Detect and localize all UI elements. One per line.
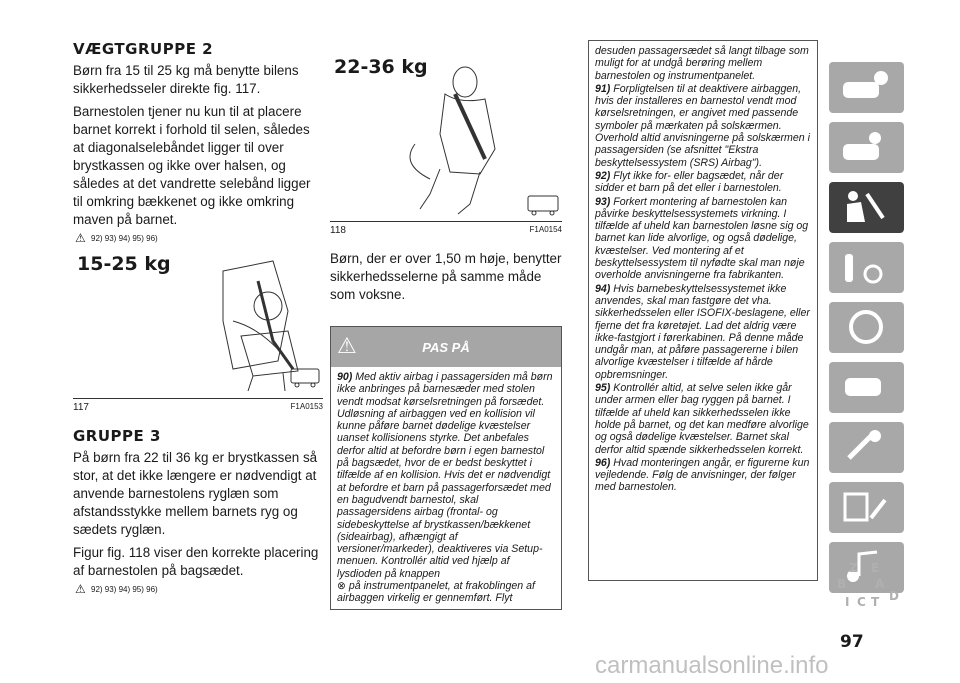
tab-index[interactable] <box>829 560 904 615</box>
warning-text: Flyt ikke for- eller bagsædet, når der sidder et barn på det eller i barnestolen. <box>595 169 784 195</box>
warning-header <box>331 327 561 367</box>
column-3 <box>588 40 818 581</box>
figure-weight-label: 15-25 kg <box>77 253 171 275</box>
warning-body <box>331 367 561 609</box>
warning-number: 95) <box>595 382 611 395</box>
warning-text: Kontrollér altid, at selve selen ikke går under armen eller bag ryggen på barnet. I tilfælde af uheld kan sikkerhedsselen ikke holde på barnet, og det kan medføre alvorlige og også dødelige kvæstelser. Barnet skal derfor altid spænde sikkerhedsselen korrekt. <box>595 382 809 456</box>
tab-emergency[interactable] <box>829 362 904 413</box>
tab-starting[interactable] <box>829 242 904 293</box>
figure-caption <box>330 225 562 236</box>
warning-text: Med aktiv airbag i passagersiden må børn ikke anbringes på barnesæder med stolen vendt modsat kørselsretningen på forsædet. Udløsning af airbaggen ved en kollision vil kunne påføre barnet dødelige kvæstelser uanset kollisionens styrke. Det anbefales derfor altid at befordre børn i egen barnestol på bagsædet, hvor de er bedst beskyttet i tilfælde af en kollision. Hvis det er nødvendigt at befordre et barn på passagerforsædet med en bagudvendt barnestol, skal passagersidens airbag (frontal- og sidebeskyttelse af brystkassen/bækkenet (sideairbag), afhængigt af versioner/markeder), deaktiveres via Setup-menuen. Kontrollér altid ved hjælp af lysdioden på knappen <box>337 371 553 580</box>
warning-references: ⚠ 92) 93) 94) 95) 96) <box>91 585 323 594</box>
paragraph: På børn fra 22 til 36 kg er brystkassen så stor, at det ikke længere er nødvendigt at anvende barnestolens ryglæn som afstandsstykke mellem barnets ryg og sædets ryglæn. <box>73 450 318 537</box>
warning-text: desuden passagersædet så langt tilbage som muligt for at undgå berøring mellem barnestolen og instrumentpanelet. <box>595 45 809 82</box>
warning-number: 92) <box>595 169 611 182</box>
warning-title: PAS PÅ <box>422 339 470 355</box>
index-letters-icon <box>831 560 901 610</box>
column-2 <box>330 40 562 610</box>
tab-warning-lights[interactable] <box>829 122 904 173</box>
tab-technical-data[interactable] <box>829 482 904 533</box>
warning-box <box>330 326 562 610</box>
wrench-icon <box>841 428 891 466</box>
watermark: carmanualsonline.info <box>595 652 829 679</box>
warning-text: Hvis barnebeskyttelsessystemet ikke anvendes, skal man fastgøre det vha. sikkerhedsselen eller ISOFIX-beslagene, eller fjerne det fra køretøjet. Lad det aldrig være ikke-fastgjort i førerkabinen. På denne måde undgår man, at påføre passagererne i bilen alvorlige kvæstelser i tilfælde af hårde opbremsninger. <box>595 282 810 381</box>
svg-text:Z: Z <box>849 561 858 575</box>
page-number: 97 <box>840 632 864 652</box>
warning-number: 93) <box>595 195 611 208</box>
warning-number: 90) <box>337 371 353 383</box>
paragraph: Børn fra 15 til 25 kg må benytte bilens sikkerhedsseler direkte fig. 117. <box>73 63 299 96</box>
tab-car-info[interactable] <box>829 62 904 113</box>
figure-number: 117 <box>73 402 89 413</box>
section-heading: VÆGTGRUPPE 2 <box>73 40 214 58</box>
warning-text: Forpligtelsen til at deaktivere airbaggen, hvis der installeres en barnestol vendt mod kørselsretningen, er angivet med passende symboler på mærkaten på solskærmen. Overhold altid anvisningerne på solskærmen i passagersiden (se afsnittet "Ekstra beskyttelsessystem (SRS) Airbag"). <box>595 82 810 169</box>
warning-number: 96) <box>595 456 611 469</box>
figure-code: F1A0153 <box>290 402 323 411</box>
warning-number: 91) <box>595 82 611 95</box>
warning-text: på instrumentpanelet, at frakoblingen af airbaggen virkelig er gennemført. Flyt <box>337 580 535 605</box>
key-icon <box>841 248 891 286</box>
figure-number: 118 <box>330 225 346 236</box>
svg-text:E: E <box>871 561 880 575</box>
child-seat-illustration <box>73 251 323 399</box>
section-heading: GRUPPE 3 <box>73 427 161 445</box>
warning-text: Forkert montering af barnestolen kan påvirke beskyttelsessystemets virkning. I tilfælde af uheld kan barnestolen løsne sig og barnet kan lide alvorlige, og også dødelige, kvæstelser. Ved montering af et beskyttelsessystem til nyfødte skal man nøje overholde anvisningerne fra fabrikanten. <box>595 195 809 282</box>
warning-lights-icon <box>841 128 891 166</box>
svg-text:A: A <box>875 577 885 591</box>
figure-code: F1A0154 <box>529 225 562 234</box>
figure-caption <box>73 402 323 413</box>
emergency-icon <box>841 368 891 406</box>
svg-text:C: C <box>857 595 866 609</box>
warning-references: ⚠ 92) 93) 94) 95) 96) <box>91 234 323 243</box>
warning-text: Hvad monteringen angår, er figurerne kun vejledende. Følg de anvisninger, der følger med barnestolen. <box>595 456 810 494</box>
airbag-off-icon: ⊗ <box>337 580 346 593</box>
svg-text:T: T <box>871 595 880 609</box>
paragraph: Barnestolen tjener nu kun til at placere barnet korrekt i forhold til selen, således at diagonalselebåndet ligger til over brystkassen og ikke over halsen, og således at det vandrette selebånd ligger til omkring bækkenet og ikke omkring maven på barnet. <box>73 104 311 227</box>
figure-weight-label: 22-36 kg <box>334 56 428 78</box>
column-1 <box>73 40 323 602</box>
car-info-icon <box>841 68 891 106</box>
warning-number: 94) <box>595 282 611 295</box>
svg-text:D: D <box>889 589 899 603</box>
figure-117 <box>73 251 323 399</box>
paragraph: Børn, der er over 1,50 m høje, benytter sikkerhedsselerne på samme måde som voksne. <box>330 251 562 302</box>
paragraph: Figur fig. 118 viser den korrekte placering af barnestolen på bagsædet. <box>73 545 319 578</box>
child-seatbelt-illustration <box>330 54 562 222</box>
warning-continuation-box <box>588 40 818 581</box>
tab-safety[interactable] <box>829 182 904 233</box>
technical-data-icon <box>841 488 891 526</box>
safety-seatbelt-icon <box>841 188 891 226</box>
steering-wheel-icon <box>841 308 891 346</box>
tab-driving[interactable] <box>829 302 904 353</box>
warning-triangle-icon: ⚠ <box>337 333 357 358</box>
svg-text:I: I <box>845 595 850 609</box>
figure-118 <box>330 54 562 222</box>
tab-maintenance[interactable] <box>829 422 904 473</box>
svg-text:B: B <box>837 577 847 591</box>
